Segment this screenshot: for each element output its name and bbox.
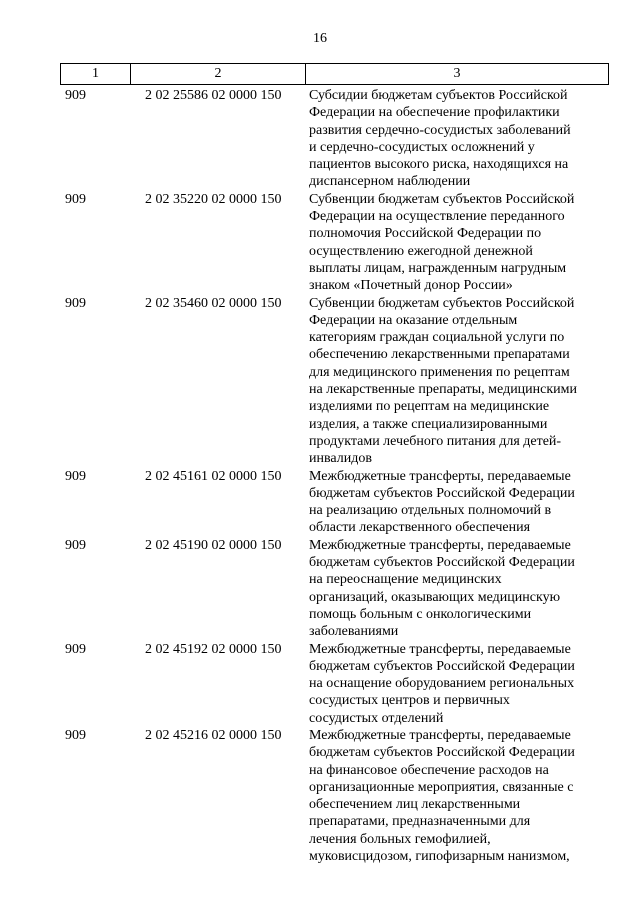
admin-code-cell: 909 (65, 641, 86, 657)
budget-code-cell: 2 02 35460 02 0000 150 (145, 295, 282, 311)
budget-code-cell: 2 02 45192 02 0000 150 (145, 641, 282, 657)
revenue-name-line: изделия, а также специализированными (309, 416, 548, 432)
admin-code-cell: 909 (65, 191, 86, 207)
revenue-name-line: на реализацию отдельных полномочий в (309, 503, 552, 519)
revenue-name-line: лечения больных гемофилией, (309, 831, 491, 847)
table-row (60, 468, 608, 537)
revenue-name-line: пациентов высокого риска, находящихся на (309, 157, 569, 173)
revenue-name-line: категориям граждан социальной услуги по (309, 330, 565, 346)
revenue-name-line: для медицинского применения по рецептам (309, 364, 570, 380)
page-number: 16 (313, 31, 327, 46)
revenue-name-line: Межбюджетные трансферты, передаваемые (309, 641, 571, 657)
revenue-name-line: обеспечению лекарственными препаратами (309, 347, 570, 363)
revenue-name-line: Субвенции бюджетам субъектов Российской (309, 191, 575, 207)
revenue-name-line: инвалидов (309, 451, 372, 467)
revenue-name-line: муковисцидозом, гипофизарным нанизмом, (309, 849, 570, 865)
revenue-name-cell (305, 295, 608, 468)
column-header-1: 1 (61, 64, 131, 85)
revenue-name-line: знаком «Почетный донор России» (309, 278, 513, 294)
column-header-2: 2 (131, 64, 306, 85)
table-row (60, 537, 608, 641)
budget-code-cell: 2 02 25586 02 0000 150 (145, 88, 282, 103)
admin-code-cell: 909 (65, 537, 86, 553)
table-row (60, 87, 608, 191)
revenue-name-line: Субвенции бюджетам субъектов Российской (309, 295, 575, 311)
revenue-name-line: обеспечением лиц лекарственными (309, 797, 521, 813)
revenue-name-line: бюджетам субъектов Российской Федерации (309, 555, 575, 571)
revenue-name-line: бюджетам субъектов Российской Федерации (309, 485, 575, 501)
table-row (60, 727, 608, 865)
admin-code-cell: 909 (65, 295, 86, 311)
revenue-name-line: заболеваниями (309, 624, 399, 640)
revenue-name-line: и сердечно-сосудистых осложнений у (309, 139, 535, 155)
revenue-name-line: на финансовое обеспечение расходов на (309, 762, 549, 778)
revenue-name-cell (305, 87, 608, 191)
column-header-table (60, 63, 609, 85)
revenue-name-line: Межбюджетные трансферты, передаваемые (309, 537, 571, 553)
revenue-name-line: на лекарственные препараты, медицинскими (309, 382, 578, 398)
revenue-name-line: на переоснащение медицинских (309, 572, 502, 588)
revenue-name-line: сосудистых отделений (309, 710, 444, 726)
revenue-name-line: сосудистых центров и первичных (309, 693, 510, 709)
admin-code-cell: 909 (65, 468, 86, 484)
column-header-row (61, 64, 609, 85)
table-row (60, 641, 608, 727)
revenue-name-line: Федерации на обеспечение профилактики (309, 105, 560, 121)
revenue-name-line: бюджетам субъектов Российской Федерации (309, 745, 575, 761)
revenue-name-line: диспансерном наблюдении (309, 174, 471, 190)
revenue-name-line: Федерации на осуществление переданного (309, 209, 565, 225)
admin-code-cell: 909 (65, 88, 86, 103)
budget-code-cell: 2 02 45216 02 0000 150 (145, 727, 282, 743)
budget-code-cell: 2 02 45190 02 0000 150 (145, 537, 282, 553)
budget-code-cell: 2 02 35220 02 0000 150 (145, 191, 282, 207)
revenue-name-line: Межбюджетные трансферты, передаваемые (309, 468, 571, 484)
revenue-name-cell (305, 537, 608, 641)
column-header-3: 3 (306, 64, 609, 85)
table-row (60, 191, 608, 295)
revenue-name-line: выплаты лицам, награжденным нагрудным (309, 260, 567, 276)
revenue-name-line: организационные мероприятия, связанные с (309, 779, 574, 795)
revenue-name-line: Межбюджетные трансферты, передаваемые (309, 727, 571, 743)
revenue-name-line: бюджетам субъектов Российской Федерации (309, 658, 575, 674)
revenue-name-line: изделиями по рецептам на медицинские (309, 399, 550, 415)
revenue-name-cell (305, 727, 608, 865)
revenue-name-line: осуществлению ежегодной денежной (309, 243, 533, 259)
revenue-name-line: на оснащение оборудованием региональных (309, 676, 575, 692)
revenue-name-line: препаратами, предназначенными для (309, 814, 531, 830)
revenue-name-line: области лекарственного обеспечения (309, 520, 531, 536)
revenue-name-cell (305, 191, 608, 295)
revenue-name-line: Федерации на оказание отдельным (309, 312, 518, 328)
revenue-name-line: Субсидии бюджетам субъектов Российской (309, 88, 568, 103)
revenue-name-line: организаций, оказывающих медицинскую (309, 589, 561, 605)
revenue-name-line: полномочия Российской Федерации по (309, 226, 542, 242)
budget-code-cell: 2 02 45161 02 0000 150 (145, 468, 282, 484)
admin-code-cell: 909 (65, 727, 86, 743)
revenue-name-line: развития сердечно-сосудистых заболеваний (309, 122, 571, 138)
table-body (60, 87, 608, 865)
revenue-name-cell (305, 641, 608, 727)
revenue-name-line: продуктами лечебного питания для детей- (309, 433, 562, 449)
revenue-name-line: помощь больным с онкологическими (309, 606, 532, 622)
table-row (60, 295, 608, 468)
revenue-name-cell (305, 468, 608, 537)
